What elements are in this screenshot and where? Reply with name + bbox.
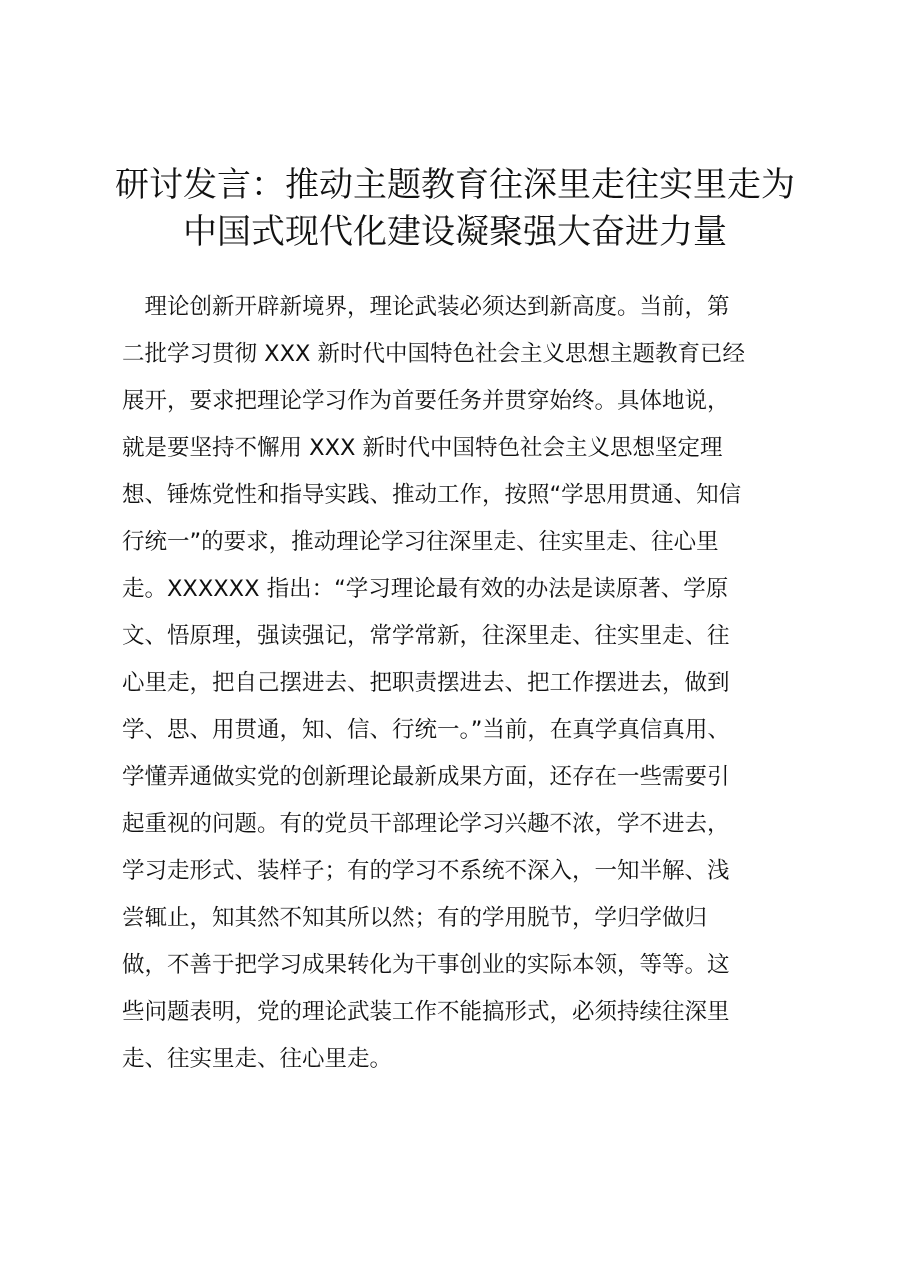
- body-line-10: 学、思、用贯通，知、信、行统一。”当前，在真学真信真用、: [122, 717, 730, 743]
- body-line-15: 做，不善于把学习成果转化为干事创业的实际本领，等等。这: [122, 952, 730, 978]
- body-line-6: 行统一”的要求，推动理论学习往深里走、往实里走、往心里: [122, 529, 719, 555]
- body-line-9: 心里走，把自己摆进去、把职责摆进去、把工作摆进去，做到: [122, 670, 730, 696]
- body-line-5: 想、锤炼党性和指导实践、推动工作，按照“学思用贯通、知信: [122, 482, 742, 508]
- body-line-4: 就是要坚持不懈用 XXX 新时代中国特色社会主义思想坚定理: [122, 435, 723, 461]
- title-line-1: 研讨发言：推动主题教育往深里走往实里走为: [115, 165, 795, 205]
- body-line-1: 理论创新开辟新境界，理论武装必须达到新高度。当前，第: [122, 294, 730, 320]
- body-line-8: 文、悟原理，强读强记，常学常新，往深里走、往实里走、往: [122, 623, 730, 649]
- body-line-13: 学习走形式、装样子；有的学习不系统不深入，一知半解、浅: [122, 858, 730, 884]
- body-line-3: 展开，要求把理论学习作为首要任务并贯穿始终。具体地说，: [122, 388, 730, 414]
- body-line-11: 学懂弄通做实党的创新理论最新成果方面，还存在一些需要引: [122, 764, 730, 790]
- title-line-2: 中国式现代化建设凝聚强大奋进力量: [183, 212, 727, 252]
- body-line-12: 起重视的问题。有的党员干部理论学习兴趣不浓，学不进去，: [122, 811, 730, 837]
- body-line-2: 二批学习贯彻 XXX 新时代中国特色社会主义思想主题教育已经: [122, 341, 746, 367]
- body-line-16: 些问题表明，党的理论武装工作不能搞形式，必须持续往深里: [122, 999, 730, 1025]
- body-line-17: 走、往实里走、往心里走。: [122, 1046, 393, 1072]
- body-line-7: 走。XXXXXX 指出：“学习理论最有效的办法是读原著、学原: [122, 576, 729, 602]
- document-body: [122, 284, 796, 1083]
- document-title: [110, 162, 800, 256]
- body-line-14: 尝辄止，知其然不知其所以然；有的学用脱节，学归学做归: [122, 905, 708, 931]
